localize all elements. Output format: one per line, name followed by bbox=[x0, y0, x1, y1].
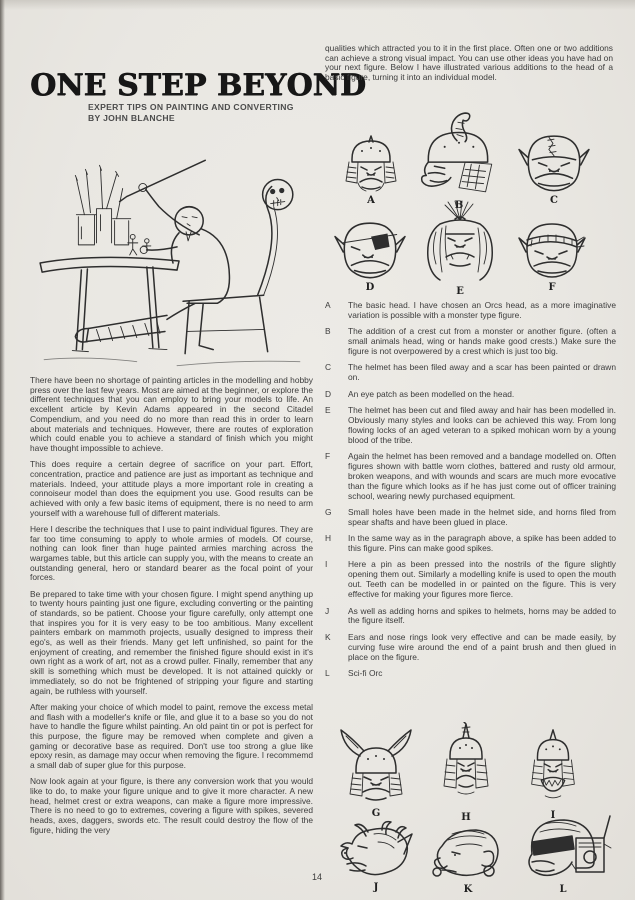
figure-label: B bbox=[454, 199, 464, 211]
left-column bbox=[30, 376, 313, 842]
figure-g bbox=[334, 726, 418, 819]
painter-at-workbench-illustration bbox=[26, 144, 320, 378]
figure-label: L bbox=[559, 884, 567, 895]
subtitle-line-1: EXPERT TIPS ON PAINTING AND CONVERTING bbox=[88, 102, 294, 112]
orc-head-crested-helmet-icon bbox=[414, 110, 504, 198]
list-item-letter: D bbox=[325, 388, 332, 399]
list-item bbox=[325, 301, 616, 321]
figure-f bbox=[518, 218, 586, 293]
list-item bbox=[325, 390, 616, 400]
figure-d bbox=[334, 216, 406, 293]
list-item-letter: A bbox=[325, 300, 331, 310]
list-item-letter: E bbox=[325, 404, 331, 415]
figure-l bbox=[514, 809, 612, 895]
figure-e bbox=[412, 200, 508, 297]
figure-a bbox=[340, 133, 402, 206]
list-item-text: An eye patch as been modelled on the head. bbox=[348, 388, 515, 399]
list-item-text: In the same way as in the paragraph above, a spike has been added to this figure. Pins can make good spikes. bbox=[348, 533, 616, 554]
list-item bbox=[325, 607, 616, 627]
figure-label: C bbox=[550, 194, 558, 206]
figure-j bbox=[334, 820, 418, 893]
list-item-letter: C bbox=[325, 362, 332, 373]
list-item bbox=[325, 508, 616, 528]
list-item bbox=[325, 363, 616, 383]
list-item-text: Again the helmet has been removed and a bandage modelled on. Often figures shown with battle worn clothes, battered and rusty old armour, broken weapons, and with wounds and scars are much more evocative than the figure which looks as if he has just come out of officer training school, wearing newly purchased equipment. bbox=[348, 450, 616, 501]
orc-head-spiked-helmet-icon bbox=[340, 133, 402, 193]
list-item-letter: J bbox=[325, 605, 330, 616]
list-item-text: The basic head. I have chosen an Orcs head, as a more imaginative variation is possible with a monster type figure. bbox=[348, 300, 616, 320]
list-item bbox=[325, 560, 616, 600]
body-paragraph: There have been no shortage of painting articles in the modelling and hobby press over the last few years. Most are aimed at the beginner, or explore the different techniques that you can employ to bring your models to life. An excellent article by Kevin Adams appeared in the second Citadel Compendium, and you need do no more than read this in order to learn about materials and techniques. However, there are routes of exploration which could enable you to achieve a standard of finish which you might have thought impossible to achieve. bbox=[30, 375, 313, 453]
list-item-letter: K bbox=[325, 631, 331, 642]
figure-label: K bbox=[463, 884, 473, 895]
orc-head-tall-spike-helmet-icon bbox=[434, 722, 498, 810]
list-item-letter: L bbox=[325, 667, 330, 678]
list-item-text: Small holes have been made in the helmet side, and horns filed from spear shafts and have been glued in place. bbox=[348, 506, 616, 527]
list-item-text: As well as adding horns and spikes to helmets, horns may be added to the figure itself. bbox=[348, 605, 616, 626]
subtitle-line-2: BY JOHN BLANCHE bbox=[88, 112, 175, 123]
list-item-letter: H bbox=[325, 533, 332, 544]
orc-head-scalp-horns-icon bbox=[334, 820, 418, 880]
page-subtitle bbox=[88, 102, 328, 123]
scan-edge-shadow bbox=[0, 0, 5, 900]
page-title: ONE STEP BEYOND bbox=[30, 68, 366, 104]
body-paragraph: Here I describe the techniques that I use to paint individual figures. They are far too time consuming to apply to whole armies of models. Of course, nothing can look finer than huge painted armies marching across the wargames table, but this article can supply you, with the means to create an outstanding general, hero or standard bearer as the focal point of your forces. bbox=[30, 523, 313, 583]
list-item bbox=[325, 534, 616, 554]
list-item-letter: F bbox=[325, 450, 331, 461]
figure-label: A bbox=[367, 195, 375, 206]
figure-label: H bbox=[461, 812, 471, 823]
list-item-text: Sci-fi Orc bbox=[348, 667, 383, 678]
conversion-list bbox=[325, 301, 616, 685]
body-paragraph: qualities which attracted you to it in the first place. Often one or two additions can achieve a strong visual impact. You can use other ideas you have had on your next figure. Below I have illustrated various additions to the head of a basic figure, turning it into an individual model. bbox=[325, 43, 613, 83]
list-item-letter: B bbox=[325, 326, 331, 337]
orc-head-horned-helmet-icon bbox=[334, 726, 418, 806]
page-number: 14 bbox=[311, 872, 322, 882]
list-item-text: The helmet has been filed away and a scar has been painted or drawn on. bbox=[348, 362, 616, 383]
figure-k bbox=[428, 824, 508, 895]
body-paragraph: After making your choice of which model to paint, remove the excess metal and flash with a modeller's knife or file, and glue it to a base so you do not have to handle the figure whilst painting. An old paint tin or pot is perfect for this purpose, the figure may be removed when complete and given a gaming or decorative base as required. Don't use too strong a glue like epoxy resin, as damage may occur when removing the figure. I recommemd a small dab of super glue for this purpose. bbox=[30, 701, 313, 771]
list-item-letter: I bbox=[325, 559, 328, 570]
list-item bbox=[325, 406, 616, 446]
figure-h bbox=[434, 722, 498, 823]
body-paragraph: Be prepared to take time with your chosen figure. I might spend anything up to twenty hours painting just one figure, excluding converting or the painting of standards, so be patient. Choose your figure carefully, only attempt one that inspires you for it is very easy to be too ambitious. Many excellent painters embark on mammoth projects, usually designed to impress their ego's, as well as their friends. Many get left unfinished, so paint for the enjoyment of creating, and remember the finished figure should exist in it's own right as a work of art, not as a crowd puller. Finally, remember that any skill is something which must be developed. It is not attained quickly or immediately, so do not be frightened of stripping your figure and starting again, be ruthless with yourself. bbox=[30, 588, 313, 696]
orc-head-bandage-icon bbox=[518, 218, 586, 280]
list-item-text: The helmet has been cut and filed away and hair has been modelled in. Obviously many styles and looks can be achieved this way. From long flowing locks of an aged veteran to a spiked mohican worn by a young blood of the tribe. bbox=[348, 404, 616, 445]
list-item bbox=[325, 669, 616, 679]
orc-head-nose-ear-rings-icon bbox=[428, 824, 508, 882]
figure-c bbox=[518, 131, 590, 206]
orc-head-eye-patch-icon bbox=[334, 216, 406, 280]
orc-head-scar-icon bbox=[518, 131, 590, 193]
figure-label: J bbox=[373, 882, 379, 893]
list-item-letter: G bbox=[325, 506, 332, 517]
list-item bbox=[325, 327, 616, 357]
orc-head-mohican-hair-icon bbox=[412, 200, 508, 284]
orc-head-fanged-helmet-icon bbox=[520, 726, 586, 808]
figure-i bbox=[520, 726, 586, 821]
body-paragraph: This does require a certain degree of sacrifice on your part. Effort, concentration, practice and patience are just as important as technique and materials. Indeed, your attitude plays a more important role in creating a connoiseur model than does the equipment you use. Good results can be achieved with only a few basic items of equipment, there is no need to arm yourself with a warehouse full of different materials. bbox=[30, 459, 313, 518]
figure-label: D bbox=[365, 281, 375, 293]
figure-label: F bbox=[548, 282, 556, 293]
list-item-text: Ears and nose rings look very effective and can be made easily, by curving fuse wire around the end of a paint brush and then glued in place on the figure. bbox=[348, 631, 616, 662]
orc-head-scifi-visor-icon bbox=[514, 809, 612, 882]
figure-label: G bbox=[371, 808, 381, 819]
list-item bbox=[325, 452, 616, 502]
body-paragraph: Now look again at your figure, is there any conversion work that you would like to do, to make your figure unique and to give it more character. A new head, helmet crest or extra weapons, can make a figure more impressive. There is no need to go to extremes, covering a figure with spikes, severed heads, axes, daggers, swords etc. The result could destroy the flow of the figure, hiding the very bbox=[30, 776, 313, 835]
list-item bbox=[325, 633, 616, 663]
figure-b bbox=[414, 110, 504, 211]
figure-label: E bbox=[456, 286, 464, 297]
figure-label: I bbox=[550, 809, 556, 821]
right-column-intro bbox=[325, 44, 613, 89]
list-item-text: The addition of a crest cut from a monster or another figure. (often a small animals head, wing or hands make good crests.) Make sure the figure is not overpowered by a crest which is just too big. bbox=[348, 326, 616, 357]
list-item-text: Here a pin as been pressed into the nostrils of the figure slightly opening them out. Similarly a modelling knife is used to open the mouth out. Teeth can be modelled in or painted on the figure. This is very effective for making your figures more fierce. bbox=[348, 559, 616, 600]
scan-top-shadow bbox=[0, 0, 635, 10]
